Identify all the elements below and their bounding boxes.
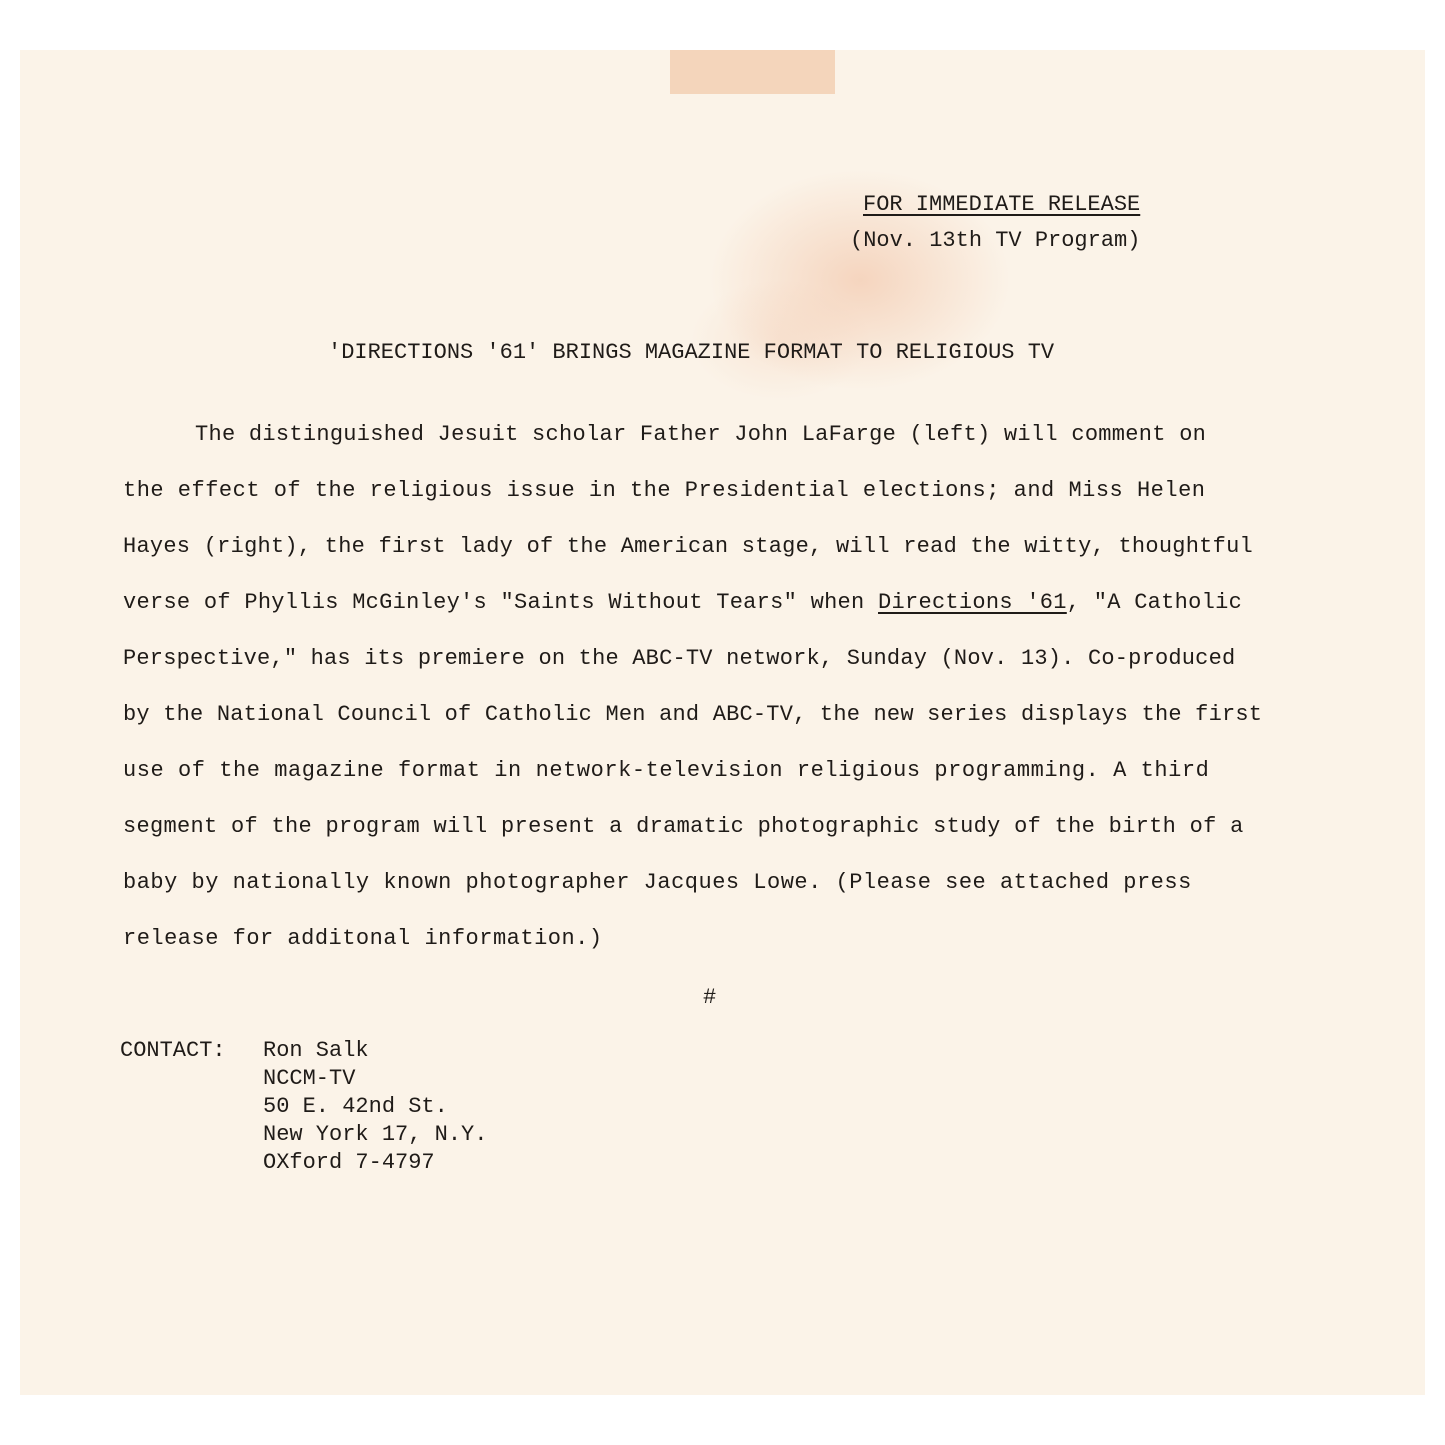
contact-city: New York 17, N.Y. <box>263 1122 488 1147</box>
contact-street: 50 E. 42nd St. <box>263 1094 448 1119</box>
program-date: (Nov. 13th TV Program) <box>850 228 1141 253</box>
release-heading: FOR IMMEDIATE RELEASE <box>863 192 1141 217</box>
body-line: the effect of the religious issue in the Presidential elections; and Miss Helen <box>123 478 1206 503</box>
body-line: segment of the program will present a dramatic photographic study of the birth of a <box>123 814 1244 839</box>
body-line: use of the magazine format in network-television religious programming. A third <box>123 758 1210 783</box>
program-title: Directions '61 <box>878 590 1067 615</box>
press-release-page <box>20 50 1425 1395</box>
contact-block <box>263 1038 487 1178</box>
body-line: by the National Council of Catholic Men and ABC-TV, the new series displays the first <box>123 702 1263 727</box>
body-line: release for additonal information.) <box>123 926 603 951</box>
body-text-segment: , "A Catholic <box>1066 590 1243 615</box>
body-line: Perspective," has its premiere on the ABC-TV network, Sunday (Nov. 13). Co-produced <box>123 646 1236 671</box>
contact-organization: NCCM-TV <box>263 1066 356 1091</box>
body-line: The distinguished Jesuit scholar Father John LaFarge (left) will comment on <box>195 422 1207 447</box>
body-line <box>123 590 1242 615</box>
body-line: baby by nationally known photographer Jacques Lowe. (Please see attached press <box>123 870 1192 895</box>
body-text-segment: verse of Phyllis McGinley's "Saints Without Tears" when <box>123 590 879 615</box>
end-mark: # <box>703 985 717 1010</box>
contact-label: CONTACT: <box>120 1038 226 1063</box>
body-line: Hayes (right), the first lady of the American stage, will read the witty, thoughtful <box>123 534 1253 559</box>
headline: 'DIRECTIONS '61' BRINGS MAGAZINE FORMAT TO RELIGIOUS TV <box>328 340 1055 365</box>
contact-name: Ron Salk <box>263 1038 369 1063</box>
tape-mark <box>670 50 835 94</box>
contact-phone: OXford 7-4797 <box>263 1150 435 1175</box>
